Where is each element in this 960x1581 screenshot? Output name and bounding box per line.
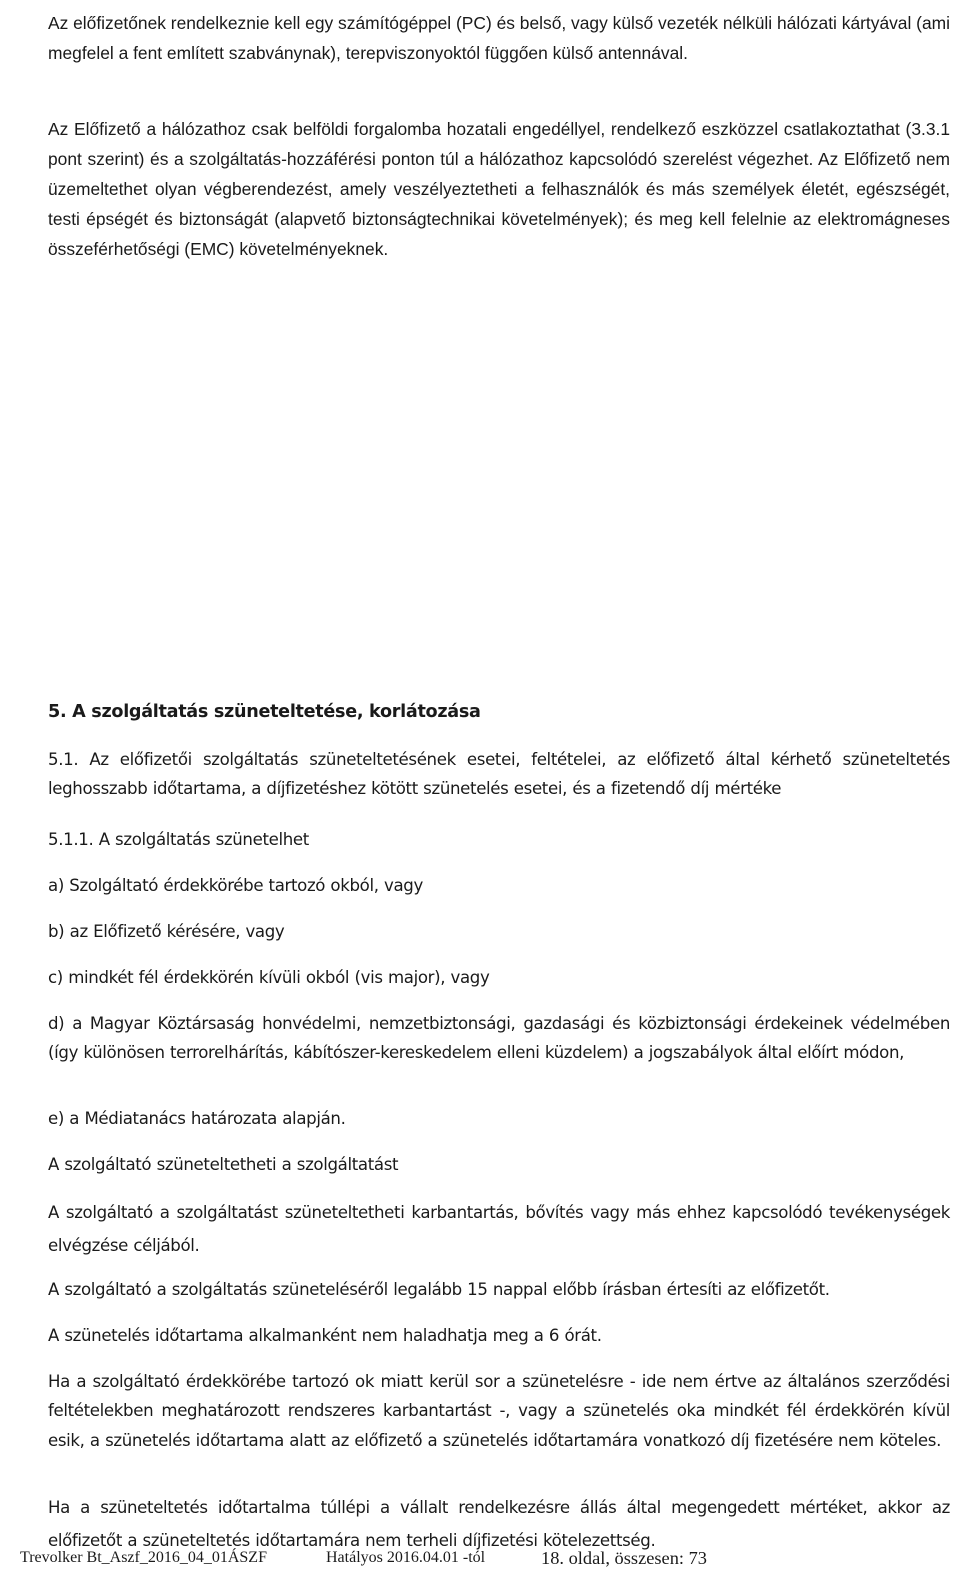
- paragraph-device-connection: Az Előfizető a hálózathoz csak belföldi forgalomba hozatali engedéllyel, rendelkező eszközzel csatlakoztathat (3.3.1 pont szerint) és a szolgáltatás-hozzáférési ponton túl a hálózathoz kapcsolódó szerelést végezhet. Az Előfizető nem üzemeltethet olyan végberendezést, amely veszélyeztetheti a felhasználók és más személyek életét, egészségét, testi épségét és biztonságát (alapvető biztonságtechnikai követelmények); és meg kell felelnie az elektromágneses összeférhetőségi (EMC) követelményeknek.: [48, 119, 950, 259]
- footer-effective-date: Hatályos 2016.04.01 -tól: [326, 1549, 486, 1566]
- paragraph-duration-limit: A szünetelés időtartama alkalmanként nem haladhatja meg a 6 órát.: [48, 1326, 602, 1345]
- paragraph-5-1-1: 5.1.1. A szolgáltatás szünetelhet: [48, 830, 309, 849]
- paragraph-fee-exemption: Ha a szolgáltató érdekkörébe tartozó ok miatt kerül sor a szünetelésre - ide nem értve az általános szerződési feltételekben meghatározott rendszeres karbantartást -, vagy a szünetelés oka mindkét fél érdekkörén kívül esik, a szünetelés időtartama alatt az előfizető a szünetelés időtartamára vonatkozó díj fizetésére nem köteles.: [48, 1372, 950, 1450]
- paragraph-notification: A szolgáltató a szolgáltatás szüneteléséről legalább 15 nappal előbb írásban értesíti az előfizetőt.: [48, 1280, 830, 1299]
- paragraph-5-1-title: 5.1. Az előfizetői szolgáltatás szüneteltetésének esetei, feltételei, az előfizető által kérhető szüneteltetés leghosszabb időtartama, a díjfizetéshez kötött szünetelés esetei, és a fizetendő díj mértéke: [48, 750, 950, 799]
- list-item-d: d) a Magyar Köztársaság honvédelmi, nemzetbiztonsági, gazdasági és közbiztonsági érdekeinek védelmében (így különösen terrorelhárítás, kábítószer-kereskedelem elleni küzdelem) a jogszabályok által előírt módon,: [48, 1014, 950, 1063]
- paragraph-hardware-requirements: Az előfizetőnek rendelkeznie kell egy számítógéppel (PC) és belső, vagy külső vezeték nélküli hálózati kártyával (ami megfelel a fent említett szabványnak), terepviszonyoktól függően külső antennával.: [48, 13, 950, 63]
- section-heading-5: 5. A szolgáltatás szüneteltetése, korlátozása: [48, 702, 481, 722]
- footer-page-number: 18. oldal, összesen: 73: [541, 1548, 708, 1568]
- paragraph-maintenance: A szolgáltató a szolgáltatást szüneteltetheti karbantartás, bővítés vagy más ehhez kapcsolódó tevékenységek elvégzése céljából.: [48, 1203, 950, 1256]
- paragraph-provider-may-suspend: A szolgáltató szüneteltetheti a szolgáltatást: [48, 1155, 399, 1174]
- paragraph-availability-exceeded: Ha a szüneteltetés időtartalma túllépi a vállalt rendelkezésre állás által megengedett mértéket, akkor az előfizetőt a szüneteltetés időtartamára nem terheli díjfizetési kötelezettség.: [48, 1498, 950, 1551]
- footer-document-id: Trevolker Bt_Aszf_2016_04_01ÁSZF: [20, 1549, 267, 1566]
- list-item-b: b) az Előfizető kérésére, vagy: [48, 922, 285, 941]
- list-item-c: c) mindkét fél érdekkörén kívüli okból (vis major), vagy: [48, 968, 490, 987]
- list-item-a: a) Szolgáltató érdekkörébe tartozó okból, vagy: [48, 876, 423, 895]
- list-item-e: e) a Médiatanács határozata alapján.: [48, 1109, 346, 1128]
